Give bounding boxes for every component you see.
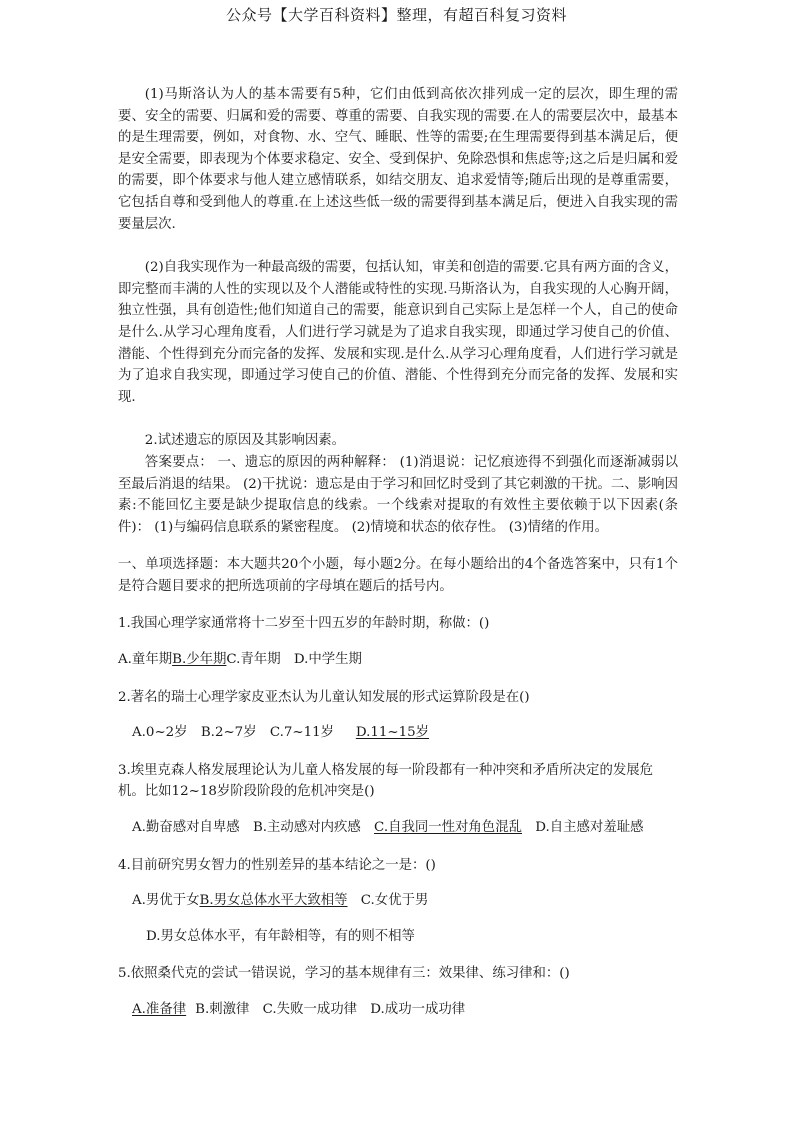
option-c: C.失败一成功律 [262,1002,358,1017]
question-1-options [118,649,678,671]
question-1-stem: 1.我国心理学家通常将十二岁至十四五岁的年龄时期，称做：() [118,616,490,632]
option-d-correct: D.11~15岁 [355,725,430,741]
option-d: D.自主感对羞耻感 [535,820,644,836]
question-2-stem: 2.著名的瑞士心理学家皮亚杰认为儿童认知发展的形式运算阶段是在() [118,689,530,705]
option-d: D.成功一成功律 [370,1002,466,1017]
question-5-options [118,999,678,1021]
question-4-options [118,890,678,912]
option-c: C.女优于男 [360,893,429,909]
question-4-option-d-line [118,926,678,948]
option-b-correct: B.男女总体水平大致相等 [199,893,348,909]
question-forgetting-title: 2.试述遗忘的原因及其影响因素。 [144,433,346,449]
option-a: A.勤奋感对自卑感 [132,820,240,836]
option-a: A.男优于女 [132,893,200,909]
option-a: A.童年期 [118,652,173,668]
option-b: B.主动感对内疚感 [252,820,361,836]
question-4-stem: 4.目前研究男女智力的性别差异的基本结论之一是：() [118,857,436,873]
section-single-choice-heading: 一、单项选择题：本大题共20个小题，每小题2分。在每小题给出的4个备选答案中，只有1个是符合题目要求的把所选项前的字母填在题后的括号内。 [118,557,678,594]
option-d: D.男女总体水平，有年龄相等，有的则不相等 [146,928,415,944]
option-b-correct: B.少年期 [172,652,227,668]
question-2-options [118,722,678,744]
question-3-options [118,817,678,839]
option-b: B.2~7岁 [200,725,257,741]
document-body [118,84,678,1021]
option-a-correct: A.准备律 [132,1002,187,1017]
question-5-stem: 5.依照桑代克的尝试一错误说，学习的基本规律有三：效果律、练习律和：() [118,966,570,982]
paragraph-self-actualization: (2)自我实现作为一种最高级的需要，包括认知，审美和创造的需要.它具有两方面的含义，即完整而丰满的人性的实现以及个人潜能或特性的实现.马斯洛认为，自我实现的人心胸开阔，独立性强，具有创造性;他们知道自己的需要，能意识到自己实际上是怎样一个人，自己的使命是什么.从学习心理角度看，人们进行学习就是为了追求自我实现，即通过学习使自己的价值、潜能、个性得到充分而完备的发挥、发展和实现.是什么.从学习心理角度看，人们进行学习就是为了追求自我实现，即通过学习使自己的价值、潜能、个性得到充分而完备的发挥、发展和实现. [118,260,678,405]
option-d: D.中学生期 [293,652,362,668]
option-b: B.刺激律 [195,1002,250,1017]
option-c: C.7~11岁 [269,725,335,741]
question-forgetting-answer: 答案要点： 一、遗忘的原因的两种解释： (1)消退说：记忆痕迹得不到强化而逐渐减弱以至最后消退的结果。 (2)干扰说：遗忘是由于学习和回忆时受到了其它刺激的干扰。二、影响因素:不能回忆主要是缺少提取信息的线索。一个线索对提取的有效性主要依赖于以下因素(条件)： (1)与编码信息联系的紧密程度。 (2)情境和状态的依存性。 (3)情绪的作用。 [118,454,678,535]
option-a: A.0~2岁 [132,725,188,741]
option-c-correct: C.自我同一性对角色混乱 [374,820,522,836]
page-header: 公众号【大学百科资料】整理，有超百科复习资料 [225,6,567,24]
question-3-stem: 3.埃里克森人格发展理论认为儿童人格发展的每一阶段都有一种冲突和矛盾所决定的发展危机。比如12~18岁阶段阶段的危机冲突是() [118,762,654,800]
option-c: C.青年期 [226,652,281,668]
paragraph-maslow-needs: (1)马斯洛认为人的基本需要有5种，它们由低到高依次排列成一定的层次，即生理的需要、安全的需要、归属和爱的需要、尊重的需要、自我实现的需要.在人的需要层次中，最基本的是生理需要，例如，对食物、水、空气、睡眠、性等的需要;在生理需要得到基本满足后，便是安全需要，即表现为个体要求稳定、安全、受到保护、免除恐惧和焦虑等;这之后是归属和爱的需要，即个体要求与他人建立感情联系，如结交朋友、追求爱情等;随后出现的是尊重需要，它包括自尊和受到他人的尊重.在上述这些低一级的需要得到基本满足后，便进入自我实现的需要量层次. [118,87,678,232]
